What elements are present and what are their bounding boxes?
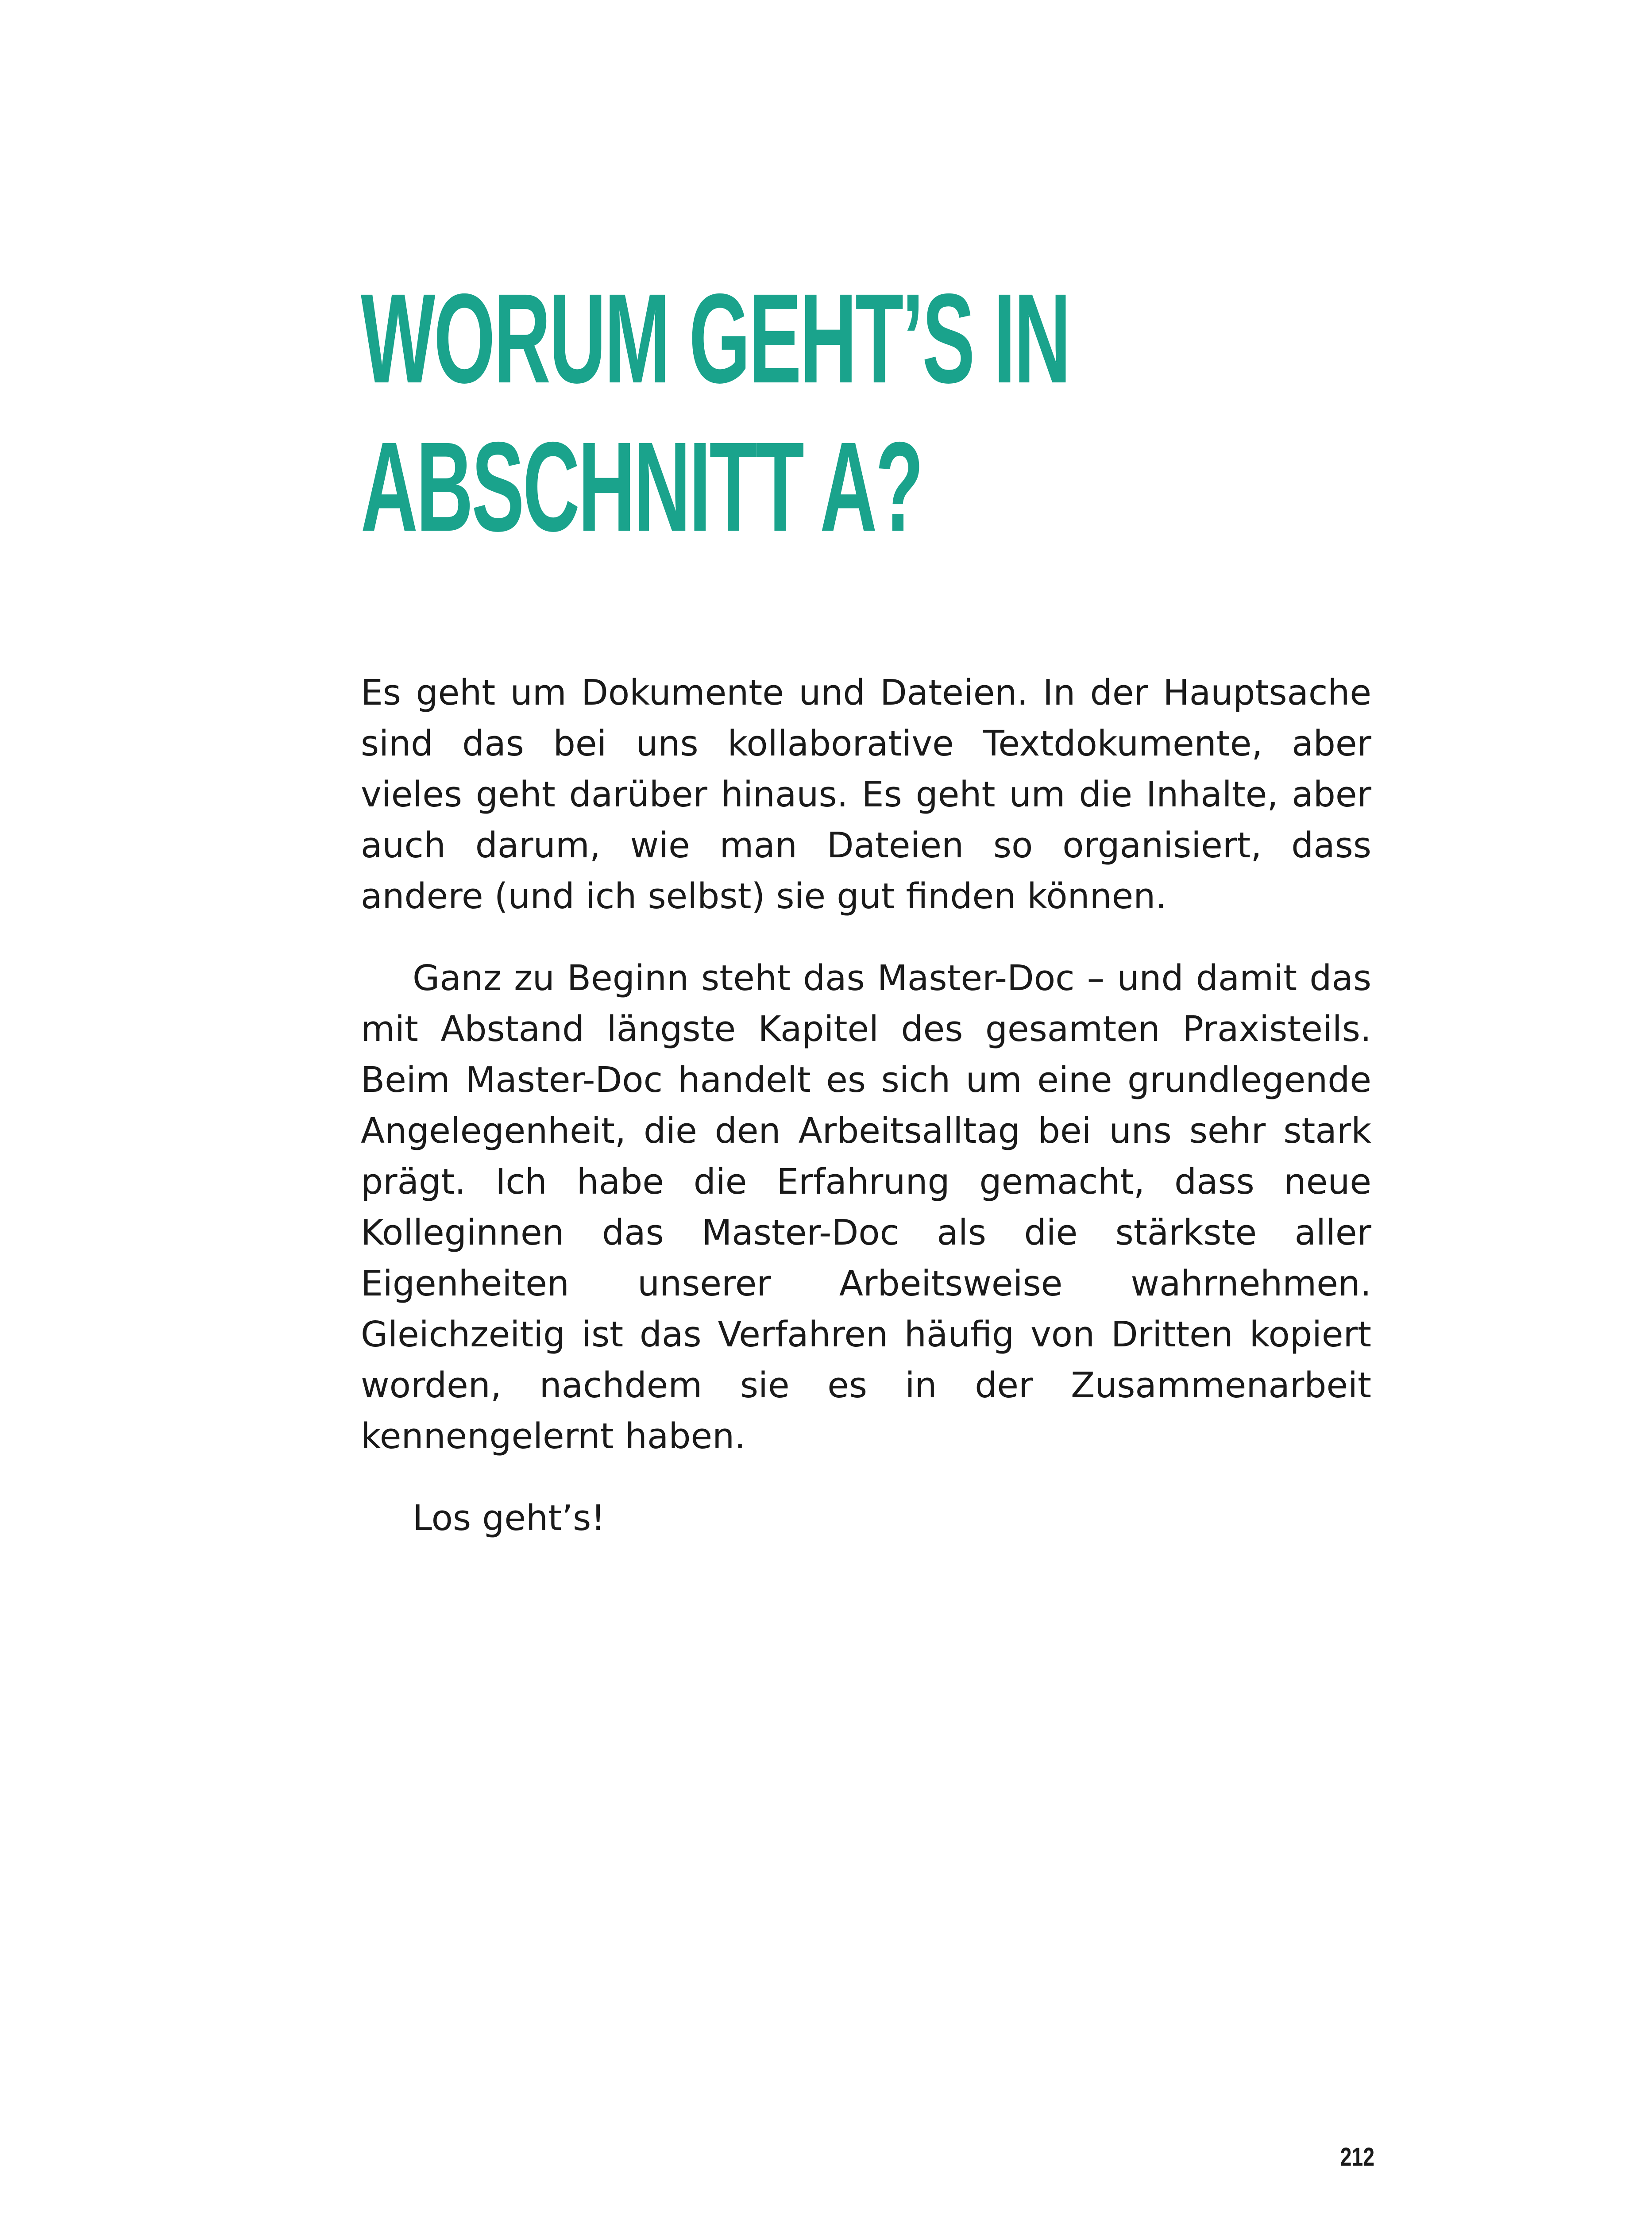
heading-line-2: ABSCHNITT A? bbox=[361, 416, 922, 558]
paragraph-closing: Los geht’s! bbox=[413, 1498, 605, 1538]
paragraph-intro: Es geht um Dokumente und Dateien. In der Hauptsache sind das bei uns kollaborative Textdokumente, aber vieles geht darüber hinaus. Es geht um die Inhalte, aber auch darum, wie man Dateien so organisiert, dass andere (und ich selbst) sie gut finden können. bbox=[361, 672, 1371, 917]
page-number: 212 bbox=[1340, 2143, 1375, 2171]
paragraph-master-doc: Ganz zu Beginn steht das Master-Doc – und damit das mit Abstand längste Kapitel des gesamten Praxisteils. Beim Master-Doc handelt es sich um eine grundlegende Angelegenheit, die den Arbeitsalltag bei uns sehr stark prägt. Ich habe die Erfahrung gemacht, dass neue Kolleginnen das Master-Doc als die stärkste aller Eigenheiten unserer Arbeitsweise wahrnehmen. Gleichzeitig ist das Verfahren häufig von Dritten kopiert worden, nachdem sie es in der Zusammenarbeit kennengelernt haben. bbox=[361, 958, 1371, 1457]
chapter-heading bbox=[361, 265, 1069, 561]
heading-line-1: WORUM GEHT’S IN bbox=[361, 267, 1069, 410]
body-text bbox=[361, 667, 1371, 1575]
